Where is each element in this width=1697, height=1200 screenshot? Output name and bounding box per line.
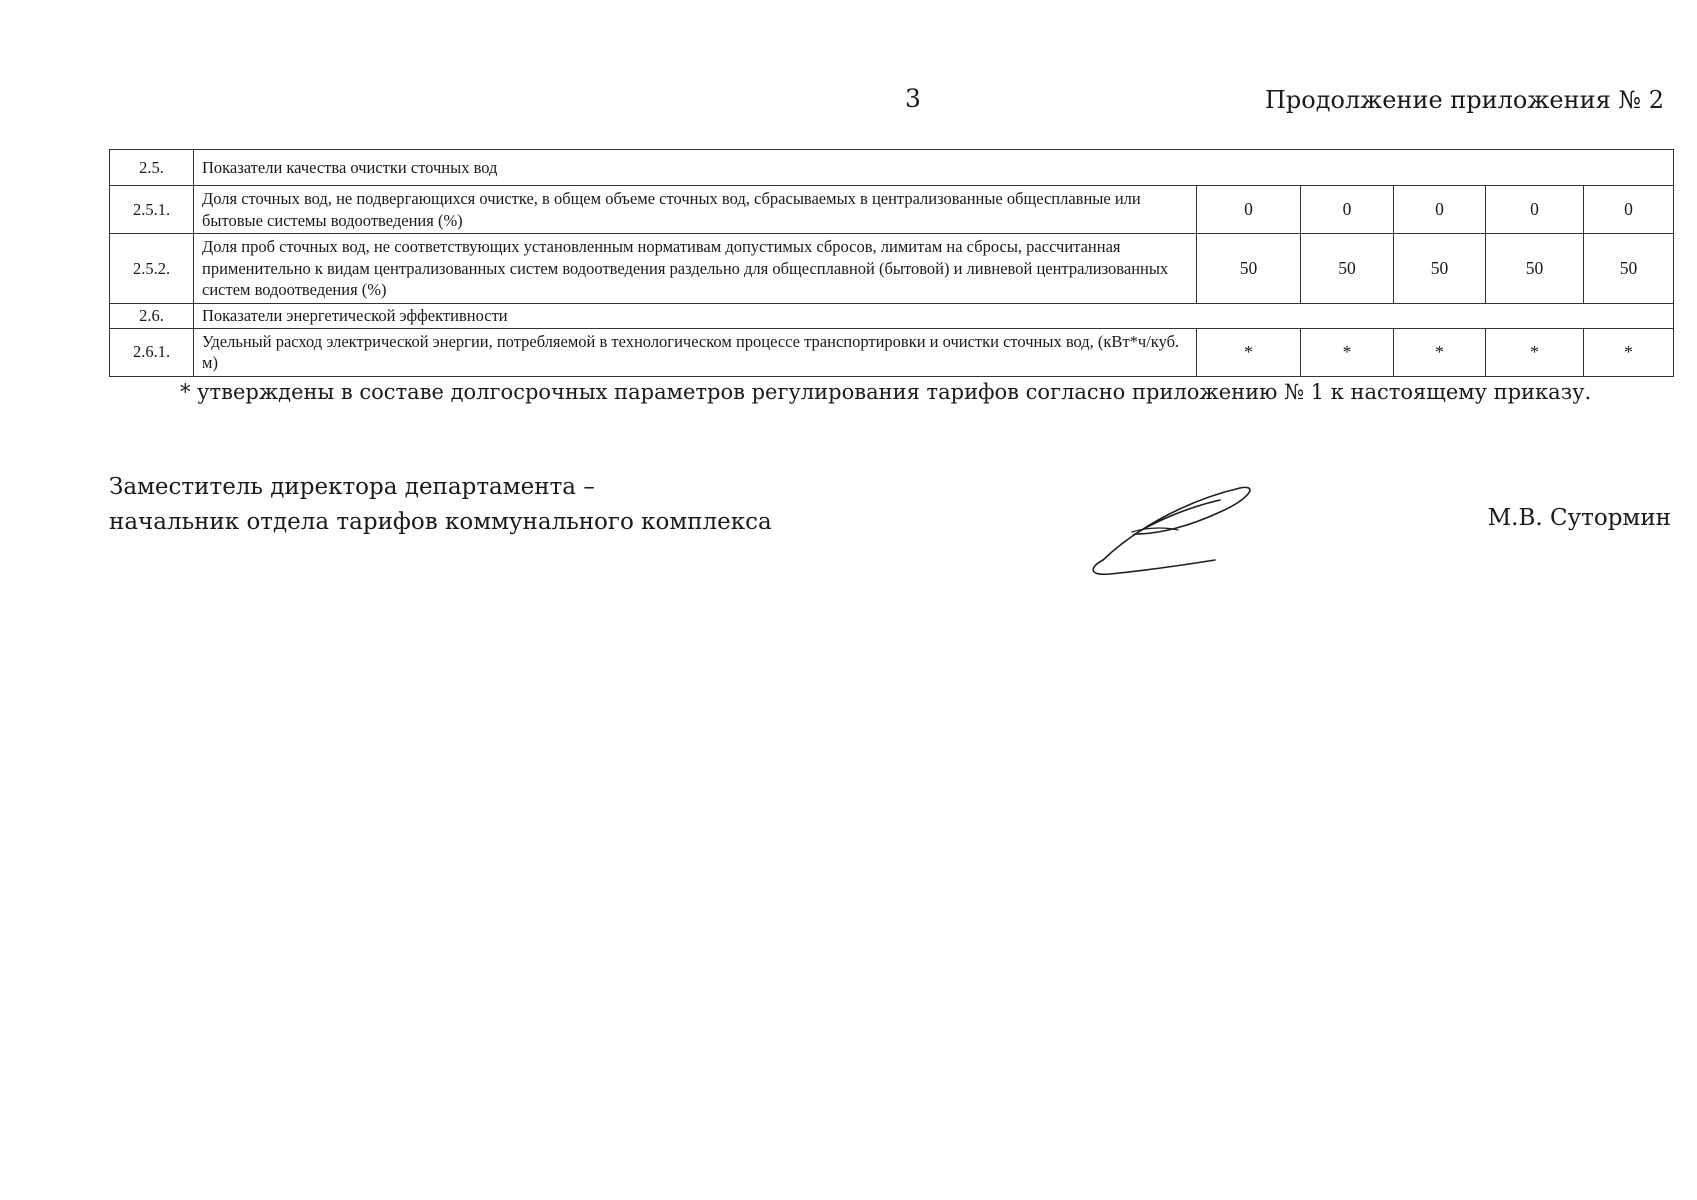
indicator-value: * — [1301, 328, 1394, 376]
footnote: * утверждены в составе долгосрочных параметров регулирования тарифов согласно приложению № 1 к настоящему приказу. — [180, 380, 1592, 404]
indicator-value: 0 — [1197, 186, 1301, 234]
indicator-value: 0 — [1301, 186, 1394, 234]
row-number: 2.6.1. — [110, 328, 194, 376]
indicator-value: 50 — [1584, 234, 1674, 304]
indicator-value: 50 — [1197, 234, 1301, 304]
table-row — [110, 234, 1674, 304]
indicator-value: * — [1584, 328, 1674, 376]
indicator-value: * — [1197, 328, 1301, 376]
row-number: 2.5. — [110, 150, 194, 186]
indicator-value: * — [1486, 328, 1584, 376]
signer-position-line: начальник отдела тарифов коммунального комплекса — [109, 509, 772, 535]
signer-position-line: Заместитель директора департамента – — [109, 474, 595, 500]
signer-position — [109, 470, 772, 540]
table-row — [110, 304, 1674, 329]
indicator-description: Удельный расход электрической энергии, потребляемой в технологическом процессе транспортировки и очистки сточных вод, (кВт*ч/куб. м) — [194, 328, 1197, 376]
section-title: Показатели качества очистки сточных вод — [194, 150, 1674, 186]
indicators-table — [109, 149, 1674, 377]
table-row — [110, 328, 1674, 376]
indicator-value: 50 — [1486, 234, 1584, 304]
indicator-description: Доля проб сточных вод, не соответствующих установленным нормативам допустимых сбросов, лимитам на сбросы, рассчитанная применительно к видам централизованных систем водоотведения раздельно для общесплавной (бытовой) и ливневой централизованных систем водоотведения (%) — [194, 234, 1197, 304]
table-row — [110, 186, 1674, 234]
indicator-value: 50 — [1394, 234, 1486, 304]
indicator-value: 0 — [1486, 186, 1584, 234]
row-number: 2.6. — [110, 304, 194, 329]
indicator-value: 0 — [1584, 186, 1674, 234]
handwritten-signature — [1070, 472, 1260, 582]
indicator-value: * — [1394, 328, 1486, 376]
row-number: 2.5.1. — [110, 186, 194, 234]
section-title: Показатели энергетической эффективности — [194, 304, 1674, 329]
appendix-label: Продолжение приложения № 2 — [1264, 86, 1664, 114]
indicator-description: Доля сточных вод, не подвергающихся очистке, в общем объеме сточных вод, сбрасываемых в централизованные общесплавные или бытовые системы водоотведения (%) — [194, 186, 1197, 234]
page-number: 3 — [905, 84, 921, 113]
indicator-value: 50 — [1301, 234, 1394, 304]
row-number: 2.5.2. — [110, 234, 194, 304]
table-row — [110, 150, 1674, 186]
signer-name: М.В. Сутормин — [1487, 505, 1671, 531]
indicator-value: 0 — [1394, 186, 1486, 234]
